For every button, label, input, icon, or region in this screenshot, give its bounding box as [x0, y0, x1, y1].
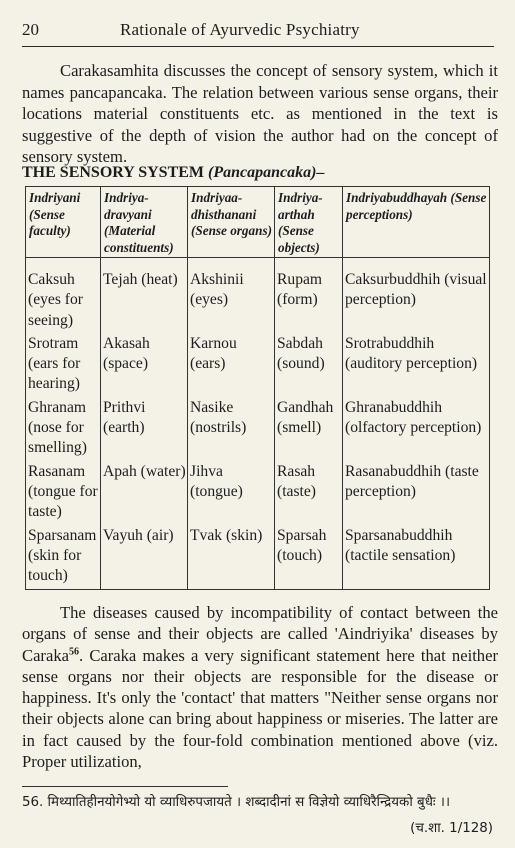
- table-cell: Ghranabuddhih (olfactory perception): [343, 398, 490, 462]
- intro-paragraph: Carakasamhita discusses the concept of sensory system, which it names pancapancaka. The relation between various sense organs, their locations material constituents etc. as mentioned in the text is suggestive of the depth of vision the author had on the concept of sensory system.: [22, 61, 498, 166]
- footnote-divider: [22, 786, 228, 787]
- table-cell: Tejah (heat): [101, 270, 188, 334]
- table-cell: Rasanabuddhih (taste perception): [343, 462, 490, 526]
- footnote-reference: 56: [69, 646, 79, 658]
- table-cell: Caksuh (eyes for seeing): [26, 270, 101, 334]
- column-header: Indriyaa-dhisthanani (Sense organs): [188, 187, 275, 258]
- section-subtitle: (Pancapancaka)–: [208, 164, 325, 181]
- table-cell: Caksurbuddhih (visual perception): [343, 270, 490, 334]
- table-cell: Sparsanabuddhih (tactile sensation): [343, 526, 490, 590]
- table-row: [26, 270, 490, 334]
- running-head: Rationale of Ayurvedic Psychiatry: [120, 20, 360, 39]
- table-spacer-row: [26, 258, 490, 271]
- body-text-end: . Caraka makes a very significant statement here that neither sense organs nor their objects are responsible for the disease or happiness. It's only the 'contact' that matters "Neither sense organs nor their objects alone can bring about happiness or miseries. The latter are in fact caused by the four-fold combination mentioned above (viz. Proper utilization,: [22, 645, 498, 772]
- sensory-system-table: [25, 186, 490, 590]
- table-cell: Vayuh (air): [101, 526, 188, 590]
- table-row: [26, 398, 490, 462]
- table-cell: Sabdah (sound): [275, 334, 343, 398]
- column-header: Indriya-arthah (Sense objects): [275, 187, 343, 258]
- table-cell: Jihva (tongue): [188, 462, 275, 526]
- body-text-start: The diseases caused by incompatibility of contact between the organs of sense and their objects are called 'Aindriyika' diseases by Caraka: [22, 603, 498, 665]
- column-header: Indriyani (Sense faculty): [26, 187, 101, 258]
- footnote-text: 56. मिथ्यातिहीनयोगेभ्यो यो व्याधिरुपजायते । शब्दादीनां स विज्ञेयो व्याधिरैन्द्रियको बुधैः ।।: [22, 795, 451, 810]
- table-cell: Sparsah (touch): [275, 526, 343, 590]
- table-cell: Karnou (ears): [188, 334, 275, 398]
- table-row: [26, 526, 490, 590]
- table-cell: Apah (water): [101, 462, 188, 526]
- table-cell: Gandhah (smell): [275, 398, 343, 462]
- table-cell: Ghranam (nose for smelling): [26, 398, 101, 462]
- table-cell: Akshinii (eyes): [188, 270, 275, 334]
- column-header: Indriyabuddhayah (Sense perceptions): [343, 187, 490, 258]
- table-cell: Rupam (form): [275, 270, 343, 334]
- table-cell: Sparsanam (skin for touch): [26, 526, 101, 590]
- column-header: Indriya-dravyani (Material constituents): [101, 187, 188, 258]
- body-paragraph: [22, 602, 498, 772]
- table-cell: Prithvi (earth): [101, 398, 188, 462]
- footnote-source: (च.शा. 1/128): [410, 821, 493, 836]
- table-cell: Srotram (ears for hearing): [26, 334, 101, 398]
- page-header: [22, 18, 494, 47]
- table-row: [26, 462, 490, 526]
- table-cell: Tvak (skin): [188, 526, 275, 590]
- table-cell: Rasanam (tongue for taste): [26, 462, 101, 526]
- table-cell: Akasah (space): [101, 334, 188, 398]
- page-number: 20: [22, 20, 39, 39]
- table-cell: Srotrabuddhih (auditory perception): [343, 334, 490, 398]
- table-cell: Rasah (taste): [275, 462, 343, 526]
- section-heading: [22, 164, 498, 182]
- table-header-row: [26, 187, 490, 258]
- section-title: THE SENSORY SYSTEM: [22, 164, 205, 181]
- table-row: [26, 334, 490, 398]
- table-cell: Nasike (nostrils): [188, 398, 275, 462]
